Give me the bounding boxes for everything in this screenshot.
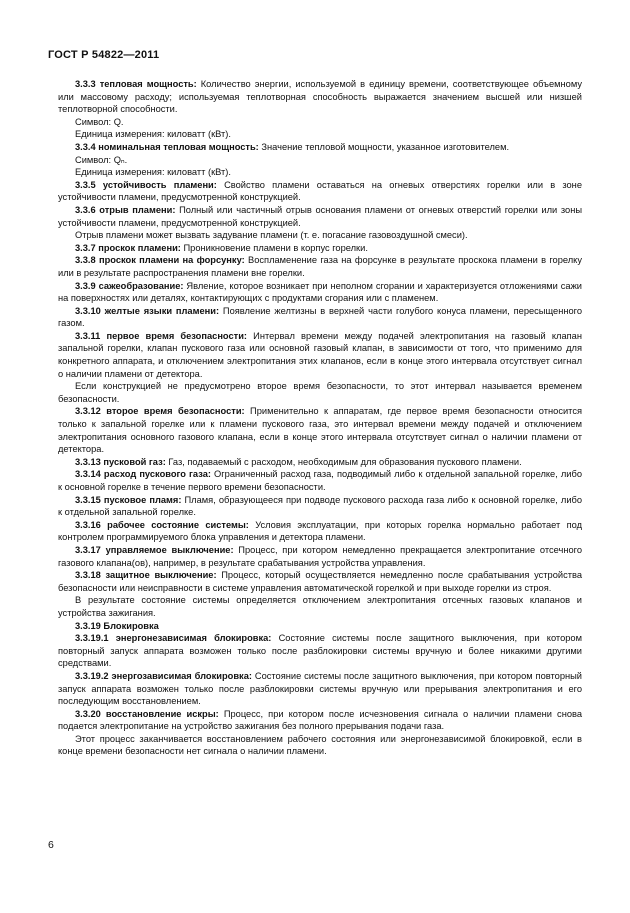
- term-heading: 3.3.7 проскок пламени:: [75, 242, 181, 253]
- term-heading: 3.3.8 проскок пламени на форсунку:: [75, 255, 245, 266]
- term-heading: 3.3.15 пусковое пламя:: [75, 494, 182, 505]
- document-body: [58, 78, 582, 758]
- term-heading: 3.3.4 номинальная тепловая мощность:: [75, 141, 259, 152]
- term-heading: 3.3.3 тепловая мощность:: [75, 79, 197, 89]
- paragraph: [58, 154, 582, 167]
- paragraph: [58, 330, 582, 380]
- term-heading: 3.3.19.2 энергозависимая блокировка:: [75, 670, 252, 681]
- paragraph-text: Проникновение пламени в корпус горелки.: [180, 242, 368, 253]
- term-heading: 3.3.19 Блокировка: [75, 620, 159, 631]
- paragraph: [58, 305, 582, 330]
- paragraph: [58, 380, 582, 405]
- paragraph-text: Состояние системы после защитного выключения, при котором повторный запуск аппарата возможен только после разблокировки системы вручную или прерывания электропитания и его последующим восстановлением.: [58, 670, 582, 707]
- paragraph-text: Единица измерения: киловатт (кВт).: [75, 167, 231, 178]
- paragraph-text: Появление желтизны в верхней части голубого конуса пламени, пересыщенного газом.: [58, 305, 582, 329]
- paragraph: [58, 204, 582, 229]
- paragraph: [58, 456, 582, 469]
- paragraph: [58, 242, 582, 255]
- paragraph: [58, 229, 582, 242]
- paragraph-text: Пламя, образующееся при подводе пускового расхода газа либо к основной горелке, либо к отдельной запальной горелке.: [58, 494, 583, 518]
- paragraph-text: Этот процесс заканчивается восстановлением рабочего состояния или энергонезависимой блокировкой, если в конце времени безопасности нет сигнала о наличии пламени.: [58, 733, 582, 757]
- term-heading: 3.3.5 устойчивость пламени:: [75, 179, 217, 190]
- term-heading: 3.3.10 желтые языки пламени:: [75, 305, 220, 316]
- paragraph: [58, 544, 582, 569]
- paragraph-text: Явление, которое возникает при неполном сгорании и характеризуется отложениями сажи на поверхностях или деталях, контактирующих с продуктами сгорания или с пламенем.: [58, 280, 582, 304]
- term-heading: 3.3.6 отрыв пламени:: [75, 204, 176, 215]
- paragraph-text: В результате состояние системы определяется отключением электропитания отсечных газовых клапанов и устройства зажигания.: [58, 595, 582, 618]
- term-heading: 3.3.20 восстановление искры:: [75, 708, 219, 719]
- term-heading: 3.3.16 рабочее состояние системы:: [75, 519, 249, 530]
- term-heading: 3.3.12 второе время безопасности:: [75, 406, 245, 417]
- paragraph-text: Процесс, при котором после исчезновения сигнала о наличии пламени снова подается электропитание на устройство зажигания без полного прерывания подачи газа.: [58, 708, 583, 732]
- paragraph-text: Процесс, при котором немедленно прекращается электропитание отсечного газового клапана(ов), например, в результате срабатывания устройства управления.: [58, 544, 582, 568]
- paragraph-text: Газ, подаваемый с расходом, необходимым для образования пускового пламени.: [165, 456, 522, 467]
- paragraph-text: Ограниченный расход газа, подводимый либо к отдельной запальной горелке, либо к основной горелке в течение первого времени безопасности.: [58, 469, 582, 492]
- paragraph: [58, 254, 582, 279]
- paragraph: [58, 468, 582, 493]
- document-header: ГОСТ Р 54822—2011: [48, 49, 160, 61]
- paragraph: [58, 166, 582, 179]
- paragraph-text: Условия эксплуатации, при которых горелка нормально работает под контролем программируемого блока управления и детектора пламени.: [58, 519, 583, 543]
- paragraph-text: Полный или частичный отрыв основания пламени от огневых отверстий горелки или зоны устойчивости пламени, предусмотренной конструкцией.: [58, 204, 583, 228]
- term-heading: 3.3.19.1 энергонезависимая блокировка:: [75, 633, 272, 644]
- paragraph-text: Применительно к аппаратам, где первое время безопасности относится только к запальной горелке или к пламени пускового газа, это интервал времени между подачей и отключением электропитания основного газового клапана, если в конце этого интервала отсутствует сигнал о наличии пламени от детектора.: [58, 406, 582, 455]
- paragraph: [58, 733, 582, 758]
- paragraph-text: Состояние системы после защитного выключения, при котором повторный запуск аппарата возможен только после разблокировки системы вручную и более никакими другими средствами.: [58, 633, 582, 669]
- paragraph: [58, 128, 582, 141]
- paragraph: [58, 116, 582, 129]
- paragraph: [58, 670, 582, 708]
- paragraph-text: Единица измерения: киловатт (кВт).: [75, 129, 231, 140]
- paragraph-text: Воспламенение газа на форсунке в результате проскока пламени в горелку или в результате распространения пламени вне горелки.: [58, 255, 582, 278]
- page-number: 6: [48, 839, 54, 851]
- paragraph: [58, 569, 582, 594]
- paragraph: [58, 494, 582, 519]
- paragraph-text: Свойство пламени оставаться на огневых отверстиях горелки или в зоне устойчивости пламени, предусмотренной конструкцией.: [58, 179, 582, 203]
- term-heading: 3.3.11 первое время безопасности:: [75, 330, 248, 341]
- term-heading: 3.3.17 управляемое выключение:: [75, 544, 234, 555]
- paragraph-text: Символ: Qₙ.: [75, 154, 128, 165]
- paragraph-text: Символ: Q.: [75, 116, 124, 127]
- term-heading: 3.3.9 сажеобразование:: [75, 280, 184, 291]
- paragraph: [58, 519, 582, 544]
- paragraph: [58, 594, 582, 619]
- term-heading: 3.3.13 пусковой газ:: [75, 456, 166, 467]
- paragraph-text: Количество энергии, используемой в единицу времени, соответствующее объемному или массовому расходу; используемая теплотворная способность выражается значением высшей или низшей теплотворной способности.: [58, 79, 582, 115]
- paragraph-text: Процесс, который осуществляется немедленно после срабатывания устройства безопасности или неисправности в системе управления автоматической горелкой и при выходе горелки из строя.: [58, 570, 582, 593]
- paragraph: [58, 632, 582, 670]
- paragraph: [58, 141, 582, 154]
- paragraph: [58, 405, 582, 455]
- paragraph: [58, 280, 582, 305]
- paragraph: [58, 179, 582, 204]
- paragraph: [58, 620, 582, 633]
- paragraph: [58, 708, 582, 733]
- paragraph-text: Значение тепловой мощности, указанное изготовителем.: [258, 141, 510, 152]
- paragraph-text: Интервал времени между подачей электропитания на газовый клапан запальной горелки, клапан пускового газа или основной газовый клапан, в зависимости от того, что применимо для конкретного аппарата, и отключением электропитания этих клапанов, если в конце этого интервала отсутствует сигнал о наличии пламени от детектора.: [58, 330, 582, 379]
- paragraph-text: Если конструкцией не предусмотрено второе время безопасности, то этот интервал называется временем безопасности.: [58, 381, 582, 404]
- term-heading: 3.3.18 защитное выключение:: [75, 570, 217, 581]
- term-heading: 3.3.14 расход пускового газа:: [75, 469, 211, 480]
- paragraph-text: Отрыв пламени может вызвать задувание пламени (т. е. погасание газовоздушной смеси).: [75, 230, 468, 241]
- paragraph: [58, 78, 582, 116]
